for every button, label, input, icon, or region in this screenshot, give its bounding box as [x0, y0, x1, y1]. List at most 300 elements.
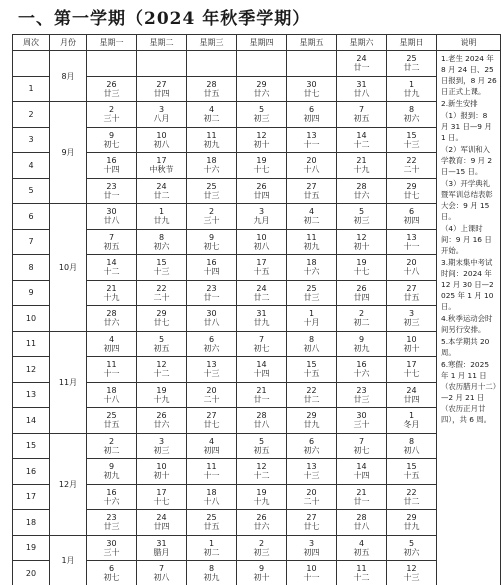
day-number: 5: [158, 334, 165, 344]
day-number: 20: [306, 487, 317, 497]
day-cell: [287, 357, 337, 383]
day-number: 19: [256, 487, 267, 497]
day-cell: [387, 459, 437, 485]
lunar-date: 十二: [103, 267, 120, 277]
note-item: 4.秋季运动会时间另行安排。: [441, 314, 493, 334]
day-number: 24: [156, 513, 167, 523]
day-cell: [87, 76, 137, 102]
day-number: 24: [356, 54, 367, 64]
day-cell: [187, 484, 237, 510]
week-number: 11: [13, 331, 50, 357]
lunar-date: 廿四: [403, 394, 420, 404]
day-cell: [287, 76, 337, 102]
note-item: （4）上课时间：9 月 16 日开始。: [441, 224, 492, 255]
day-number: 30: [306, 79, 317, 89]
day-number: 29: [406, 513, 417, 523]
day-number: 21: [256, 385, 267, 395]
day-number: 5: [358, 207, 365, 217]
week-row: [13, 255, 501, 281]
day-cell: [87, 280, 137, 306]
day-cell: [137, 561, 187, 585]
lunar-date: 初五: [353, 114, 370, 124]
day-cell: [237, 433, 287, 459]
day-cell: [87, 459, 137, 485]
lunar-date: 初四: [303, 114, 320, 124]
note-item: 6.寒假：2025 年 1 月 11 日（农历腊月十二）—2 月 21 日（农历正月廿四），共 6 周。: [441, 360, 497, 424]
day-cell: [237, 178, 287, 204]
day-number: 4: [358, 538, 365, 548]
lunar-date: 初四: [303, 547, 320, 557]
day-number: 3: [408, 309, 415, 319]
day-number: 25: [206, 513, 217, 523]
day-number: 11: [106, 360, 117, 370]
day-number: 12: [156, 360, 167, 370]
day-number: 24: [156, 181, 167, 191]
day-cell: [137, 255, 187, 281]
lunar-date: 初四: [103, 343, 120, 353]
day-number: 10: [306, 564, 317, 574]
day-number: 8: [308, 334, 315, 344]
day-cell: [387, 51, 437, 77]
lunar-date: 初七: [353, 445, 370, 455]
day-cell: [137, 51, 187, 77]
lunar-date: 八月: [153, 114, 170, 124]
lunar-date: 初七: [103, 573, 120, 583]
lunar-date: 十六: [353, 369, 370, 379]
day-cell: [387, 178, 437, 204]
day-number: 13: [306, 462, 317, 472]
lunar-date: 十九: [103, 292, 120, 302]
day-cell: [87, 306, 137, 332]
week-number: 7: [13, 229, 50, 255]
day-cell: [387, 102, 437, 128]
day-cell: [337, 561, 387, 585]
day-number: 12: [256, 462, 267, 472]
lunar-date: 廿八: [253, 420, 270, 430]
lunar-date: 十七: [353, 267, 370, 277]
day-number: 3: [258, 207, 265, 217]
lunar-date: 十六: [103, 496, 120, 506]
day-number: 8: [208, 564, 215, 574]
lunar-date: 廿四: [253, 190, 270, 200]
day-cell: [137, 127, 187, 153]
header-sat: 星期六: [337, 35, 387, 51]
week-row: [13, 51, 501, 77]
day-number: 15: [156, 258, 167, 268]
day-number: 18: [306, 258, 317, 268]
lunar-date: 廿八: [353, 88, 370, 98]
day-number: 19: [256, 156, 267, 166]
header-tue: 星期二: [137, 35, 187, 51]
day-number: 18: [206, 487, 217, 497]
lunar-date: 廿六: [353, 190, 370, 200]
day-cell: [187, 357, 237, 383]
lunar-date: 十三: [153, 267, 170, 277]
week-number: 4: [13, 153, 50, 179]
day-number: 22: [306, 385, 317, 395]
lunar-date: 廿四: [153, 522, 170, 532]
day-cell: [337, 510, 387, 536]
note-item: 2.新生安排: [441, 99, 478, 108]
lunar-date: 初九: [353, 343, 370, 353]
day-number: 15: [306, 360, 317, 370]
week-number: [13, 51, 50, 77]
day-number: 3: [308, 538, 315, 548]
week-row: [13, 510, 501, 536]
day-number: 10: [406, 334, 417, 344]
day-cell: [187, 459, 237, 485]
day-cell: [337, 76, 387, 102]
day-number: 16: [206, 258, 217, 268]
day-number: 19: [356, 258, 367, 268]
day-number: 8: [158, 232, 165, 242]
day-number: 3: [158, 436, 165, 446]
day-number: 14: [256, 360, 267, 370]
lunar-date: 十月: [303, 318, 320, 328]
lunar-date: 十五: [253, 267, 270, 277]
lunar-date: 初六: [153, 241, 170, 251]
header-fri: 星期五: [287, 35, 337, 51]
day-number: 29: [306, 411, 317, 421]
lunar-date: 初二: [353, 318, 370, 328]
day-cell: [337, 331, 387, 357]
day-cell: [87, 178, 137, 204]
day-cell: [387, 204, 437, 230]
day-cell: [87, 408, 137, 434]
notes-panel: [437, 51, 501, 585]
lunar-date: 廿一: [103, 190, 120, 200]
day-number: 2: [358, 309, 365, 319]
day-number: 13: [306, 130, 317, 140]
lunar-date: 十九: [353, 165, 370, 175]
lunar-date: 初三: [403, 318, 420, 328]
day-cell: [137, 408, 187, 434]
day-cell: [387, 76, 437, 102]
day-cell: [137, 331, 187, 357]
day-number: 27: [306, 181, 317, 191]
day-cell: [187, 127, 237, 153]
lunar-date: 初八: [153, 139, 170, 149]
day-cell: [187, 510, 237, 536]
day-cell: [287, 255, 337, 281]
lunar-date: 初三: [153, 445, 170, 455]
day-cell: [287, 102, 337, 128]
lunar-date: 十四: [203, 267, 220, 277]
lunar-date: 初五: [253, 445, 270, 455]
lunar-date: 初九: [203, 573, 220, 583]
day-number: 13: [406, 232, 417, 242]
lunar-date: 三十: [103, 547, 120, 557]
day-number: 1: [408, 411, 415, 421]
week-number: 9: [13, 280, 50, 306]
week-number: 1: [13, 76, 50, 102]
day-number: 28: [206, 79, 217, 89]
lunar-date: 廿九: [303, 420, 320, 430]
lunar-date: 廿三: [103, 522, 120, 532]
lunar-date: 初六: [303, 445, 320, 455]
day-cell: [337, 459, 387, 485]
day-number: 4: [208, 105, 215, 115]
day-cell: [187, 51, 237, 77]
day-number: 31: [156, 538, 167, 548]
day-cell: [87, 229, 137, 255]
lunar-date: 廿七: [403, 190, 420, 200]
day-number: 29: [256, 79, 267, 89]
day-cell: [287, 280, 337, 306]
day-cell: [187, 535, 237, 561]
day-number: 12: [406, 564, 417, 574]
day-number: 10: [156, 130, 167, 140]
day-cell: [87, 153, 137, 179]
day-cell: [87, 433, 137, 459]
day-cell: [87, 102, 137, 128]
day-cell: [337, 382, 387, 408]
day-cell: [137, 433, 187, 459]
lunar-date: 十一: [103, 369, 120, 379]
week-row: [13, 331, 501, 357]
day-cell: [87, 255, 137, 281]
week-number: 8: [13, 255, 50, 281]
day-cell: [137, 459, 187, 485]
day-number: 11: [206, 462, 217, 472]
week-number: 19: [13, 535, 50, 561]
day-cell: [237, 255, 287, 281]
day-cell: [237, 204, 287, 230]
week-number: 2: [13, 102, 50, 128]
day-number: 30: [206, 309, 217, 319]
week-row: [13, 102, 501, 128]
page-title: 一、第一学期（2024 年秋季学期）: [18, 9, 311, 29]
day-cell: [237, 51, 287, 77]
day-cell: [387, 484, 437, 510]
day-number: 26: [156, 411, 167, 421]
day-number: 5: [258, 436, 265, 446]
lunar-date: 初九: [103, 471, 120, 481]
day-cell: [187, 408, 237, 434]
week-number: 5: [13, 178, 50, 204]
lunar-date: 十六: [203, 165, 220, 175]
day-cell: [237, 331, 287, 357]
day-number: 9: [208, 232, 215, 242]
day-cell: [287, 459, 337, 485]
lunar-date: 二十: [203, 394, 220, 404]
lunar-date: 初十: [253, 573, 270, 583]
day-number: 7: [158, 564, 165, 574]
day-cell: [287, 408, 337, 434]
lunar-date: 廿一: [353, 63, 370, 73]
day-cell: [137, 306, 187, 332]
header-sun: 星期日: [387, 35, 437, 51]
day-cell: [137, 382, 187, 408]
week-number: 13: [13, 382, 50, 408]
lunar-date: 初七: [103, 139, 120, 149]
lunar-date: 廿四: [353, 292, 370, 302]
month-label: 12月: [50, 433, 87, 535]
day-number: 17: [156, 156, 167, 166]
lunar-date: 廿一: [203, 292, 220, 302]
week-row: [13, 153, 501, 179]
lunar-date: 廿三: [303, 292, 320, 302]
day-cell: [137, 229, 187, 255]
day-cell: [287, 306, 337, 332]
day-number: 23: [356, 385, 367, 395]
lunar-date: 初五: [153, 343, 170, 353]
lunar-date: 廿五: [403, 292, 420, 302]
day-cell: [337, 357, 387, 383]
lunar-date: 廿七: [303, 88, 320, 98]
lunar-date: 初十: [153, 471, 170, 481]
day-number: 30: [356, 411, 367, 421]
lunar-date: 廿三: [353, 394, 370, 404]
day-number: 28: [106, 309, 117, 319]
day-cell: [237, 459, 287, 485]
day-cell: [387, 433, 437, 459]
lunar-date: 初二: [303, 216, 320, 226]
day-number: 21: [106, 283, 117, 293]
day-cell: [237, 357, 287, 383]
day-number: 26: [256, 181, 267, 191]
day-number: 22: [156, 283, 167, 293]
lunar-date: 初十: [353, 241, 370, 251]
day-cell: [137, 153, 187, 179]
lunar-date: 廿五: [203, 88, 220, 98]
day-cell: [287, 484, 337, 510]
lunar-date: 廿二: [253, 292, 270, 302]
lunar-date: 廿二: [403, 63, 420, 73]
day-cell: [337, 535, 387, 561]
week-row: [13, 484, 501, 510]
day-cell: [337, 306, 387, 332]
month-label: 9月: [50, 102, 87, 204]
day-number: 6: [208, 334, 215, 344]
lunar-date: 初八: [153, 573, 170, 583]
day-number: 17: [406, 360, 417, 370]
day-cell: [387, 382, 437, 408]
month-label: 8月: [50, 51, 87, 102]
week-row: [13, 535, 501, 561]
day-number: 10: [156, 462, 167, 472]
day-cell: [387, 306, 437, 332]
day-number: 30: [106, 207, 117, 217]
day-number: 27: [206, 411, 217, 421]
day-number: 20: [206, 385, 217, 395]
day-cell: [237, 229, 287, 255]
lunar-date: 三十: [103, 114, 120, 124]
week-row: [13, 178, 501, 204]
day-number: 16: [356, 360, 367, 370]
lunar-date: 初二: [203, 114, 220, 124]
day-cell: [387, 280, 437, 306]
lunar-date: 初四: [403, 216, 420, 226]
week-row: [13, 280, 501, 306]
day-number: 28: [356, 513, 367, 523]
week-number: 10: [13, 306, 50, 332]
lunar-date: 初四: [203, 445, 220, 455]
day-number: 24: [406, 385, 417, 395]
lunar-date: 廿七: [303, 522, 320, 532]
note-item: 1.老生 2024 年 8 月 24 日、25 日报到，8 月 26 日正式上课。: [441, 54, 497, 96]
day-number: 23: [106, 513, 117, 523]
day-cell: [387, 153, 437, 179]
lunar-date: 中秋节: [149, 165, 174, 175]
day-number: 7: [358, 436, 365, 446]
day-cell: [137, 178, 187, 204]
lunar-date: 廿四: [153, 88, 170, 98]
day-number: 18: [206, 156, 217, 166]
lunar-date: 廿二: [403, 496, 420, 506]
lunar-date: 初八: [303, 343, 320, 353]
day-number: 18: [106, 385, 117, 395]
day-cell: [337, 153, 387, 179]
lunar-date: 初九: [303, 241, 320, 251]
lunar-date: 十三: [403, 139, 420, 149]
day-number: 25: [306, 283, 317, 293]
header-month: 月份: [50, 35, 87, 51]
day-cell: [337, 255, 387, 281]
day-cell: [287, 127, 337, 153]
lunar-date: 十九: [253, 496, 270, 506]
lunar-date: 初六: [203, 343, 220, 353]
day-number: 1: [408, 79, 415, 89]
lunar-date: 十八: [203, 496, 220, 506]
lunar-date: 十四: [353, 471, 370, 481]
day-number: 9: [358, 334, 365, 344]
day-cell: [87, 382, 137, 408]
header-wed: 星期三: [187, 35, 237, 51]
day-cell: [287, 204, 337, 230]
day-number: 3: [158, 105, 165, 115]
day-cell: [187, 229, 237, 255]
day-number: 15: [406, 130, 417, 140]
lunar-date: 十四: [253, 369, 270, 379]
lunar-date: 初五: [103, 241, 120, 251]
lunar-date: 初五: [353, 547, 370, 557]
lunar-date: 廿一: [353, 496, 370, 506]
day-cell: [287, 51, 337, 77]
day-cell: [87, 204, 137, 230]
day-cell: [137, 76, 187, 102]
month-label: 1月: [50, 535, 87, 585]
day-cell: [287, 382, 337, 408]
day-number: 6: [308, 436, 315, 446]
day-number: 14: [356, 462, 367, 472]
lunar-date: 初二: [203, 547, 220, 557]
lunar-date: 二十: [153, 292, 170, 302]
week-row: [13, 459, 501, 485]
day-cell: [387, 255, 437, 281]
day-cell: [87, 561, 137, 585]
lunar-date: 十八: [403, 267, 420, 277]
lunar-date: 初三: [253, 547, 270, 557]
day-cell: [187, 153, 237, 179]
day-number: 22: [406, 156, 417, 166]
lunar-date: 初七: [203, 241, 220, 251]
day-cell: [337, 178, 387, 204]
day-number: 2: [108, 436, 115, 446]
lunar-date: 十二: [353, 139, 370, 149]
day-cell: [237, 484, 287, 510]
lunar-date: 十三: [403, 573, 420, 583]
day-number: 2: [208, 207, 215, 217]
week-number: 18: [13, 510, 50, 536]
day-number: 21: [356, 156, 367, 166]
day-number: 2: [108, 105, 115, 115]
lunar-date: 廿一: [253, 394, 270, 404]
lunar-date: 十一: [203, 471, 220, 481]
week-number: 12: [13, 357, 50, 383]
lunar-date: 十五: [403, 471, 420, 481]
day-cell: [187, 331, 237, 357]
